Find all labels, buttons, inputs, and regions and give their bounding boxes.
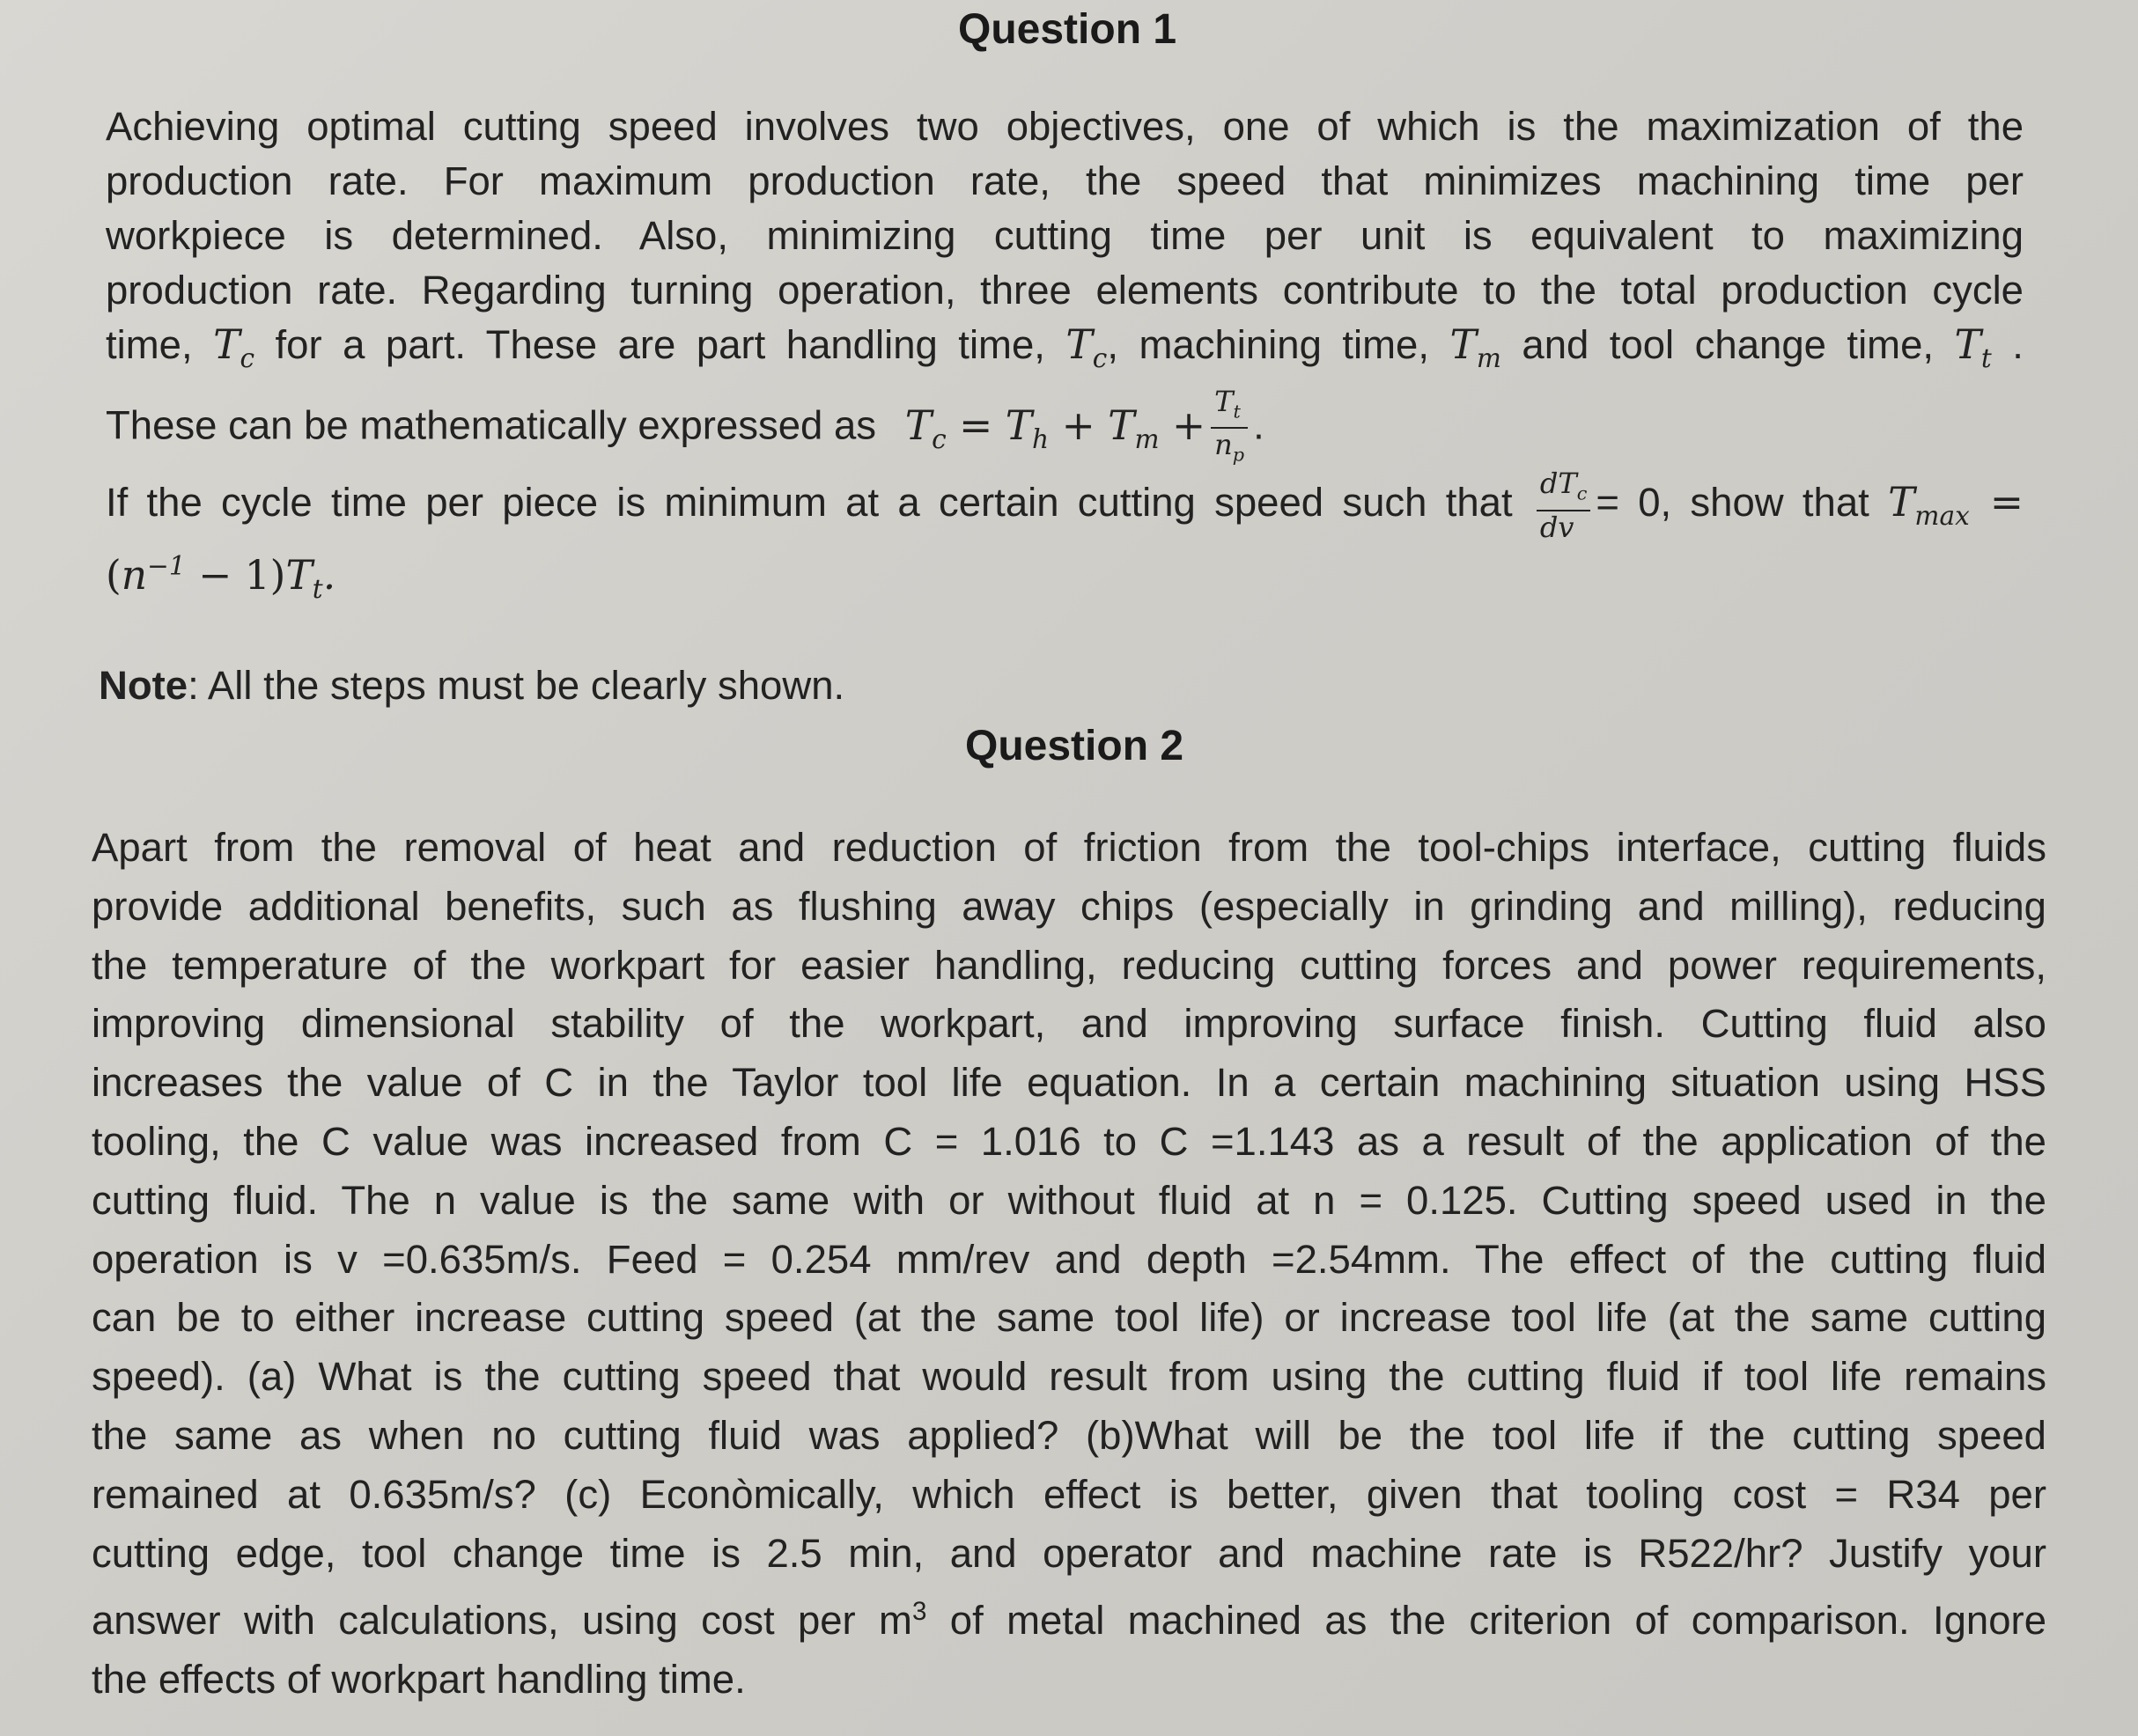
q1-line-5-text-c: , machining time, — [1107, 322, 1429, 367]
question-1-title: Question 1 — [958, 6, 1177, 53]
symbol-tc: $T_c$ — [213, 321, 255, 374]
q1-line-6: These can be mathematically expressed as $T_c = T_h + T_m$ + $\frac{T_t}{n_p}$ . — [106, 386, 2024, 458]
question-2-title: Question 2 — [965, 723, 1184, 769]
fraction-tt-over-np: $\frac{T_t}{n_p}$ — [1211, 386, 1248, 471]
q1-line-8 — [106, 539, 2024, 616]
q2-line-3: the temperature of the workpart for easier handling, reducing cutting forces and power requirements, — [92, 942, 2046, 988]
q2-line-9: can be to either increase cutting speed (at the same tool life) or increase tool life (at the same cutting — [92, 1295, 2046, 1341]
cycle-time-equation: $T_c = T_h + T_m$ + — [904, 401, 1206, 454]
q2-line-14-text-b: of metal machined as the criterion of comparison. Ignore — [926, 1598, 2046, 1644]
q2-line-12: remained at 0.635m/s? (c) Econòmically, which effect is better, given that tooling cost = R34 per — [92, 1471, 2046, 1517]
q2-line-8: operation is v =0.635m/s. Feed = 0.254 mm/rev and depth =2.54mm. The effect of the cutting fluid — [92, 1236, 2046, 1282]
q1-line-4: production rate. Regarding turning operation, three elements contribute to the total production cycle — [106, 268, 2024, 313]
q1-line-2: production rate. For maximum production rate, the speed that minimizes machining time per — [106, 158, 2024, 203]
q2-line-10: speed). (a) What is the cutting speed that would result from using the cutting fluid if tool life remains — [92, 1354, 2046, 1400]
q1-line-6-text: These can be mathematically expressed as — [106, 402, 877, 448]
fraction-dtc-dv: $\frac{dT_c}{dv}$ — [1537, 467, 1590, 542]
q2-line-11: the same as when no cutting fluid was applied? (b)What will be the tool life if the cutting speed — [92, 1412, 2046, 1458]
symbol-tmax: $T_{max}$ = — [1888, 479, 2024, 532]
q1-line-7-text-b: = 0, show that — [1596, 480, 1869, 526]
note — [99, 658, 1331, 713]
note-text: : All the steps must be clearly shown. — [188, 663, 845, 708]
q1-line-5: time, $T_c$ for a part. These are part handling time, $T_c$, machining time, $T_m$ and tool change time, $T_t$ . — [106, 321, 2024, 374]
question-1-body — [106, 99, 2024, 616]
symbol-tt: $T_t$ — [1954, 321, 1992, 374]
q2-line-1: Apart from the removal of heat and reduction of friction from the tool-chips interface, cutting fluids — [92, 825, 2046, 870]
symbol-tc-handling: $T_c$ — [1065, 321, 1108, 374]
note-label: Note — [99, 663, 188, 708]
tmax-result-expression: $(n^{-1} - 1)T_t$. — [106, 551, 336, 605]
q2-line-2: provide additional benefits, such as flushing away chips (especially in grinding and milling), reducing — [92, 883, 2046, 929]
q1-line-3: workpiece is determined. Also, minimizing cutting time per unit is equivalent to maximizing — [106, 213, 2024, 258]
q2-line-13: cutting edge, tool change time is 2.5 min, and operator and machine rate is R522/hr? Justify your — [92, 1530, 2046, 1576]
q1-line-7 — [106, 467, 2024, 544]
q1-line-7-text-a: If the cycle time per piece is minimum at a certain cutting speed such that — [106, 480, 1513, 526]
q2-line-7: cutting fluid. The n value is the same with or without fluid at n = 0.125. Cutting speed used in the — [92, 1177, 2046, 1223]
q2-line-4: improving dimensional stability of the workpart, and improving surface finish. Cutting fluid also — [92, 1001, 2046, 1047]
q2-line-6: tooling, the C value was increased from C = 1.016 to C =1.143 as a result of the application of the — [92, 1118, 2046, 1164]
q1-line-5-text-b: for a part. These are part handling time, — [275, 322, 1045, 367]
q1-line-1: Achieving optimal cutting speed involves two objectives, one of which is the maximization of the — [106, 104, 2024, 149]
q2-line-15: the effects of workpart handling time. — [92, 1657, 746, 1703]
cubic-superscript: 3 — [911, 1597, 927, 1627]
question-2-body — [92, 819, 2046, 1710]
q2-line-5: increases the value of C in the Taylor tool life equation. In a certain machining situation using HSS — [92, 1060, 2046, 1106]
q1-line-5-text-a: time, — [106, 322, 193, 367]
q2-line-14-text-a: answer with calculations, using cost per m — [92, 1598, 912, 1644]
symbol-tm: $T_m$ — [1449, 321, 1501, 374]
q2-line-14 — [92, 1583, 2046, 1651]
q1-line-5-text-d: and tool change time, — [1522, 322, 1935, 367]
